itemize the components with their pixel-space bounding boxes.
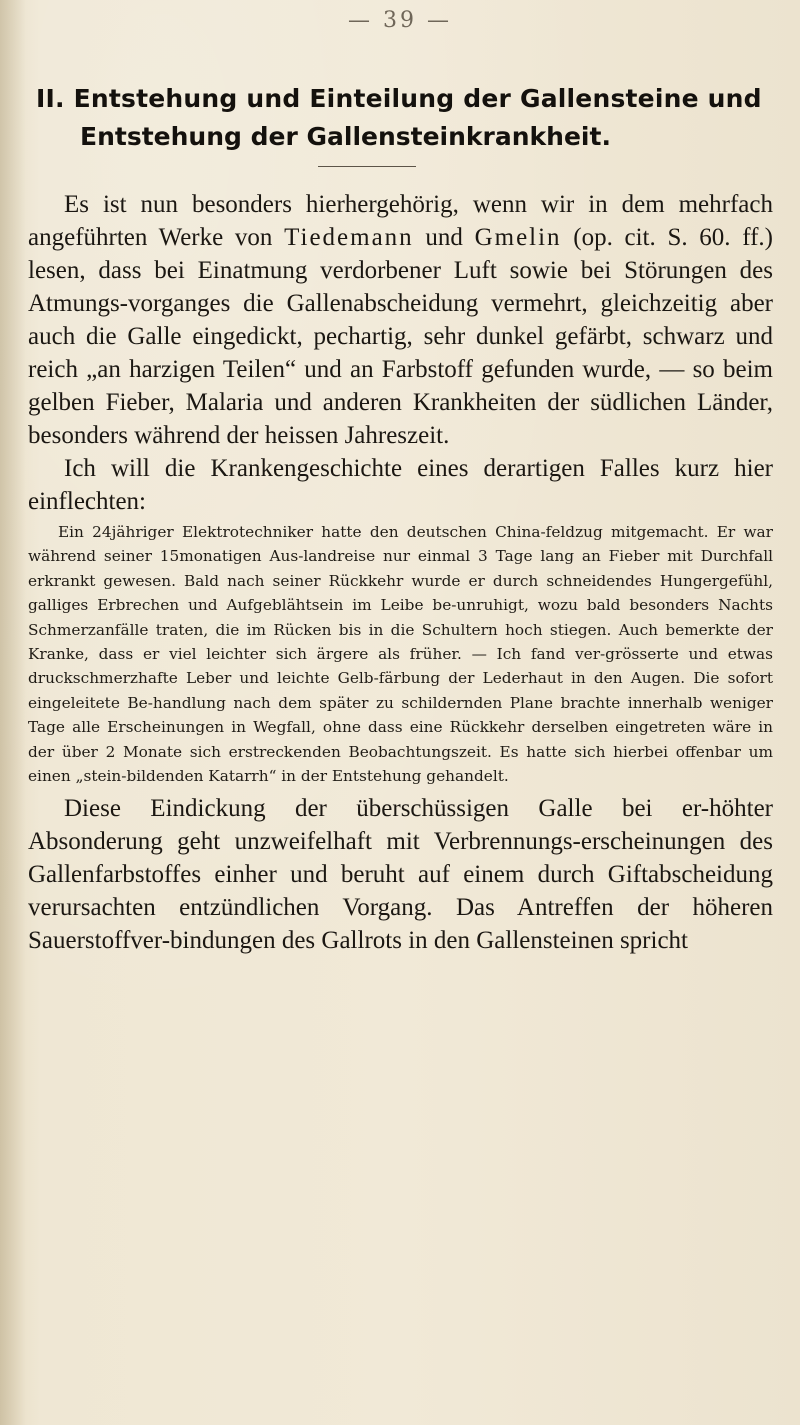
- paragraph-2: Ich will die Krankengeschichte eines derartigen Falles kurz hier einflechten:: [28, 455, 773, 515]
- chapter-heading-line-1: II. Entstehung und Einteilung der Gallensteine und: [36, 84, 762, 113]
- author-gmelin: Gmelin: [474, 224, 562, 251]
- paragraph-1-text-b: und: [413, 224, 475, 251]
- body-text: [28, 188, 773, 957]
- paragraph-1: [28, 188, 773, 452]
- chapter-heading-line-2: Entstehung der Gallensteinkrankheit.: [80, 122, 611, 151]
- paragraph-1-text-a: Es ist nun besonders hierhergehörig, wenn wir in dem mehrfach angeführten Werke von: [28, 191, 773, 251]
- paragraph-3: Diese Eindickung der überschüssigen Galle bei er-höhter Absonderung geht unzweifelhaft mit Verbrennungs-erscheinungen des Gallenfarbstoffes einher und beruht auf einem durch Giftabscheidung verursachten entzündlichen Vorgang. Das Antreffen der höheren Sauerstoffver-bindungen des Gallrots in den Gallensteinen spricht: [28, 795, 773, 955]
- author-tiedemann: Tiedemann: [284, 224, 414, 251]
- heading-divider: [318, 166, 416, 167]
- chapter-heading: [36, 80, 776, 156]
- case-report: Ein 24jähriger Elektrotechniker hatte den deutschen China-feldzug mitgemacht. Er war während seiner 15monatigen Aus-landreise nur einmal 3 Tage lang an Fieber mit Durchfall erkrankt gewesen. Bald nach seiner Rückkehr wurde er durch schneidendes Hungergefühl, galliges Erbrechen und Aufgeblähtsein im Leibe be-unruhigt, wozu bald besonders Nachts Schmerzanfälle traten, die im Rücken bis in die Schultern hoch stiegen. Auch bemerkte der Kranke, dass er viel leichter sich ärgere als früher. — Ich fand ver-grösserte und etwas druckschmerzhafte Leber und leichte Gelb-färbung der Lederhaut in den Augen. Die sofort eingeleitete Be-handlung nach dem später zu schildernden Plane brachte innerhalb weniger Tage alle Erscheinungen in Wegfall, ohne dass eine Rückkehr derselben eingetreten wäre in der über 2 Monate sich erstreckenden Beobachtungszeit. Es hatte sich hierbei offenbar um einen „stein-bildenden Katarrh“ in der Entstehung gehandelt.: [28, 523, 773, 786]
- paragraph-1-text-c: (op. cit. S. 60. ff.) lesen, dass bei Einatmung verdorbener Luft sowie bei Störungen des Atmungs-vorganges die Gallenabscheidung vermehrt, gleichzeitig aber auch die Galle eingedickt, pechartig, sehr dunkel gefärbt, schwarz und reich „an harzigen Teilen“ und an Farbstoff gefunden wurde, — so beim gelben Fieber, Malaria und anderen Krankheiten der südlichen Länder, besonders während der heissen Jahreszeit.: [28, 224, 773, 449]
- page-gutter-shadow: [0, 0, 26, 1425]
- page-number: — 39 —: [348, 8, 452, 33]
